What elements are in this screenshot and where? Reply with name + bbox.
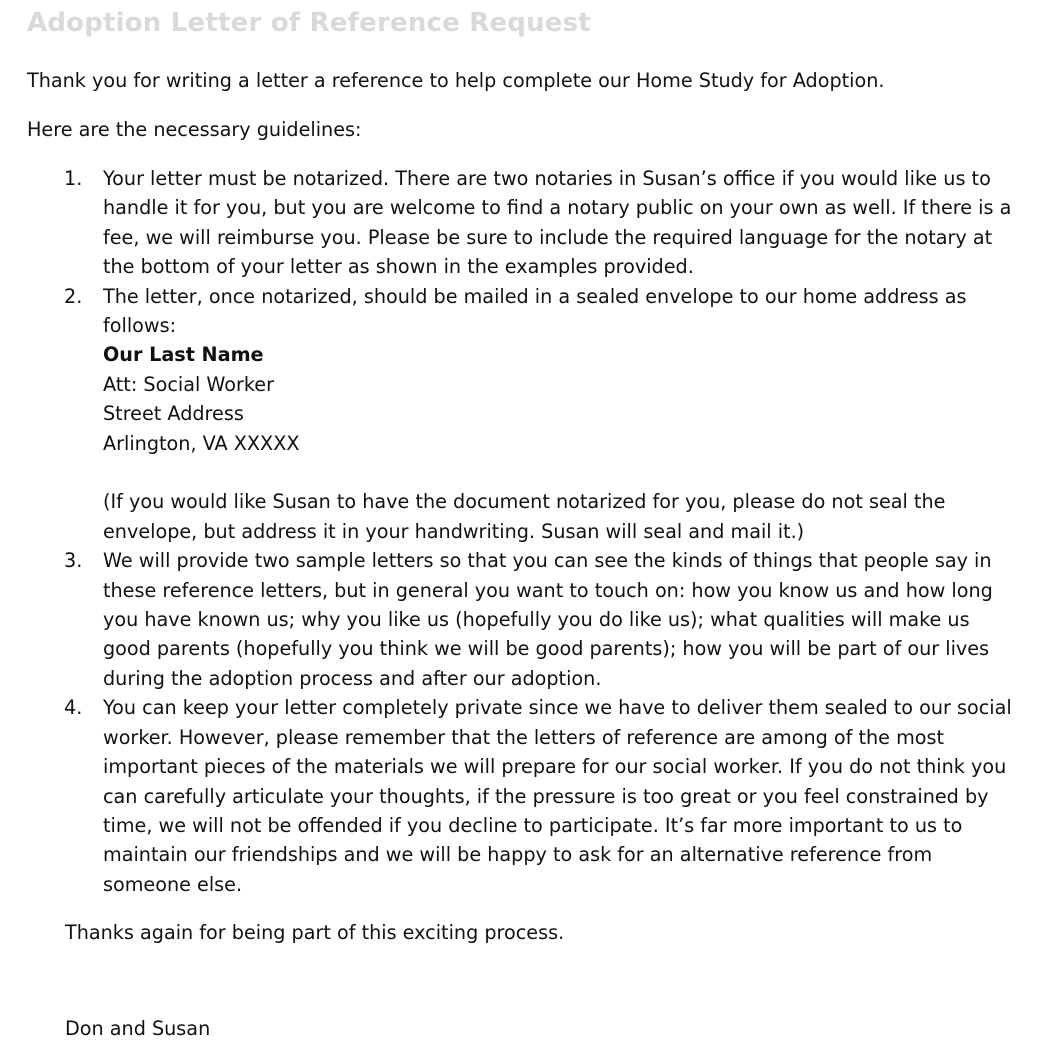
list-item-text: Your letter must be notarized. There are two notaries in Susan’s office if you would like us to handle it for you, but you are welcome to find a notary public on your own as well. If there is a fee, we will reimburse you. Please be sure to include the required language for the notary at the bottom of your letter as shown in the examples provided. [103,167,1012,279]
list-item [0,693,1023,899]
list-item-number: 3. [64,549,83,573]
list-item-text: The letter, once notarized, should be mailed in a sealed envelope to our home address as follows: [103,284,967,338]
address-attention: Att: Social Worker [103,372,274,396]
list-item-number: 4. [64,696,83,720]
list-item-text: You can keep your letter completely private since we have to deliver them sealed to our social worker. However, please remember that the letters of reference are among of the most important pieces of the materials we will prepare for our social worker. If you do not think you can carefully articulate your thoughts, if the pressure is too great or you feel constrained by time, we will not be offended if you decline to participate. It’s far more important to us to maintain our friendships and we will be happy to ask for an alternative reference from someone else. [103,696,1012,896]
list-item [0,164,1023,282]
intro-paragraph: Thank you for writing a letter a reference to help complete our Home Study for Adoption. [27,69,885,92]
guidelines-heading: Here are the necessary guidelines: [27,118,362,141]
guidelines-list [0,164,1047,899]
list-item-number: 1. [64,167,83,190]
list-item [0,282,1023,547]
list-item-number: 2. [64,284,83,308]
address-name: Our Last Name [103,343,264,367]
address-city: Arlington, VA XXXXX [103,431,300,455]
list-item [0,546,1023,693]
document-title: Adoption Letter of Reference Request [27,8,591,38]
list-item-text: We will provide two sample letters so that you can see the kinds of things that people say in these reference letters, but in general you want to touch on: how you know us and how long you have known us; why you like us (hopefully you do like us); what qualities will make us good parents (hopefully you think we will be good parents); how you will be part of our lives during the adoption process and after our adoption. [103,549,993,690]
closing-line: Thanks again for being part of this exciting process. [65,921,565,944]
signoff: Don and Susan [65,1017,211,1040]
address-spacer [103,458,1023,487]
notary-note: (If you would like Susan to have the document notarized for you, please do not seal the envelope, but address it in your handwriting. Susan will seal and mail it.) [103,490,946,543]
address-street: Street Address [103,402,244,426]
